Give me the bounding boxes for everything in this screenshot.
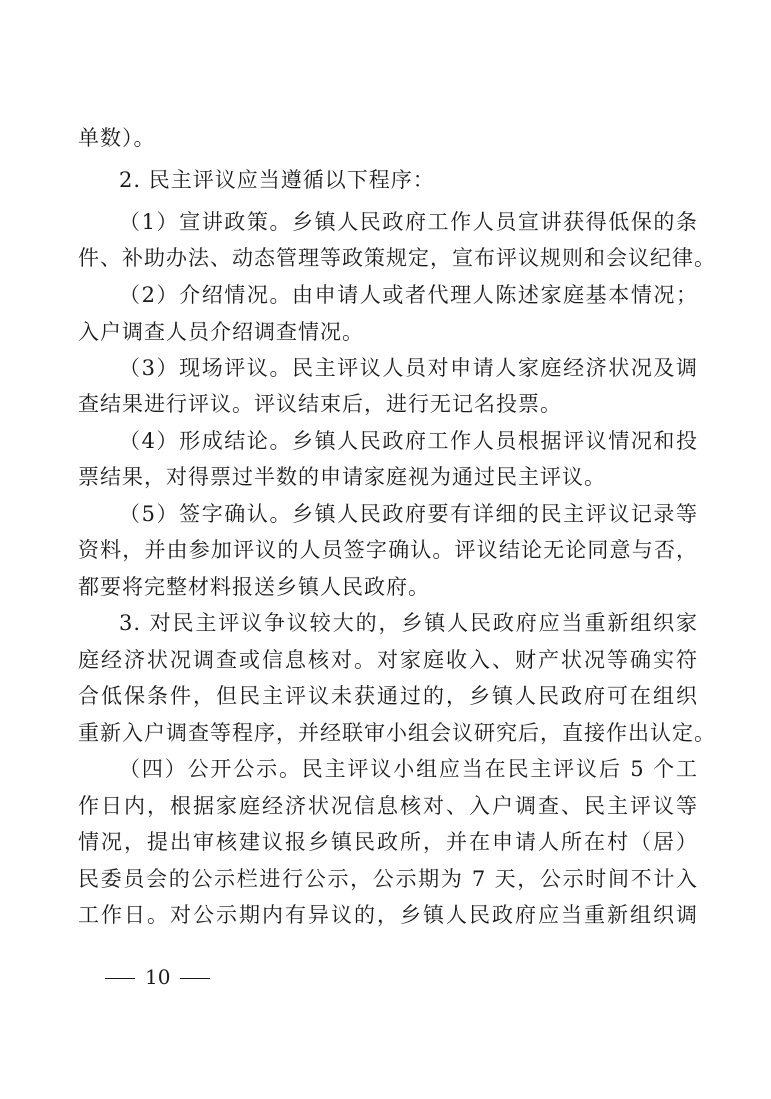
dash-right <box>180 978 210 979</box>
text-line-5: （2）介绍情况。由申请人或者代理人陈述家庭基本情况； <box>119 283 698 307</box>
text-line-10: 票结果，对得票过半数的申请家庭视为通过民主评议。 <box>78 465 606 489</box>
text-line-18: （四）公开公示。民主评议小组应当在民主评议后 5 个工 <box>119 757 698 781</box>
text-line-22: 工作日。对公示期内有异议的，乡镇人民政府应当重新组织调 <box>78 903 698 927</box>
text-line-15: 庭经济状况调查或信息核对。对家庭收入、财产状况等确实符 <box>78 648 698 672</box>
text-line-8: 查结果进行评议。评议结束后，进行无记名投票。 <box>78 392 562 416</box>
text-line-12: 资料，并由参加评议的人员签字确认。评议结论无论同意与否， <box>78 538 698 562</box>
page-number: 10 <box>145 965 171 989</box>
text-line-14: 3. 对民主评议争议较大的，乡镇人民政府应当重新组织家 <box>119 611 698 635</box>
text-line-2: 2. 民主评议应当遵循以下程序： <box>119 168 435 192</box>
text-line-11: （5）签字确认。乡镇人民政府要有详细的民主评议记录等 <box>119 502 698 526</box>
dash-left <box>105 978 135 979</box>
text-line-20: 情况，提出审核建议报乡镇民政所，并在申请人所在村（居） <box>78 830 698 854</box>
text-line-6: 入户调查人员介绍调查情况。 <box>78 320 364 344</box>
text-line-9: （4）形成结论。乡镇人民政府工作人员根据评议情况和投 <box>119 429 698 453</box>
text-line-17: 重新入户调查等程序，并经联审小组会议研究后，直接作出认定。 <box>78 721 716 745</box>
text-line-16: 合低保条件，但民主评议未获通过的，乡镇人民政府可在组织 <box>78 684 698 708</box>
text-line-1: 单数）。 <box>78 126 156 150</box>
text-line-4: 件、补助办法、动态管理等政策规定，宣布评议规则和会议纪律。 <box>78 246 716 270</box>
text-line-3: （1）宣讲政策。乡镇人民政府工作人员宣讲获得低保的条 <box>119 210 698 234</box>
text-line-21: 民委员会的公示栏进行公示，公示期为 7 天，公示时间不计入 <box>78 867 698 891</box>
text-line-13: 都要将完整材料报送乡镇人民政府。 <box>78 575 430 599</box>
text-line-19: 作日内，根据家庭经济状况信息核对、入户调查、民主评议等 <box>78 794 698 818</box>
page-footer <box>105 962 210 992</box>
text-line-7: （3）现场评议。民主评议人员对申请人家庭经济状况及调 <box>119 356 698 380</box>
